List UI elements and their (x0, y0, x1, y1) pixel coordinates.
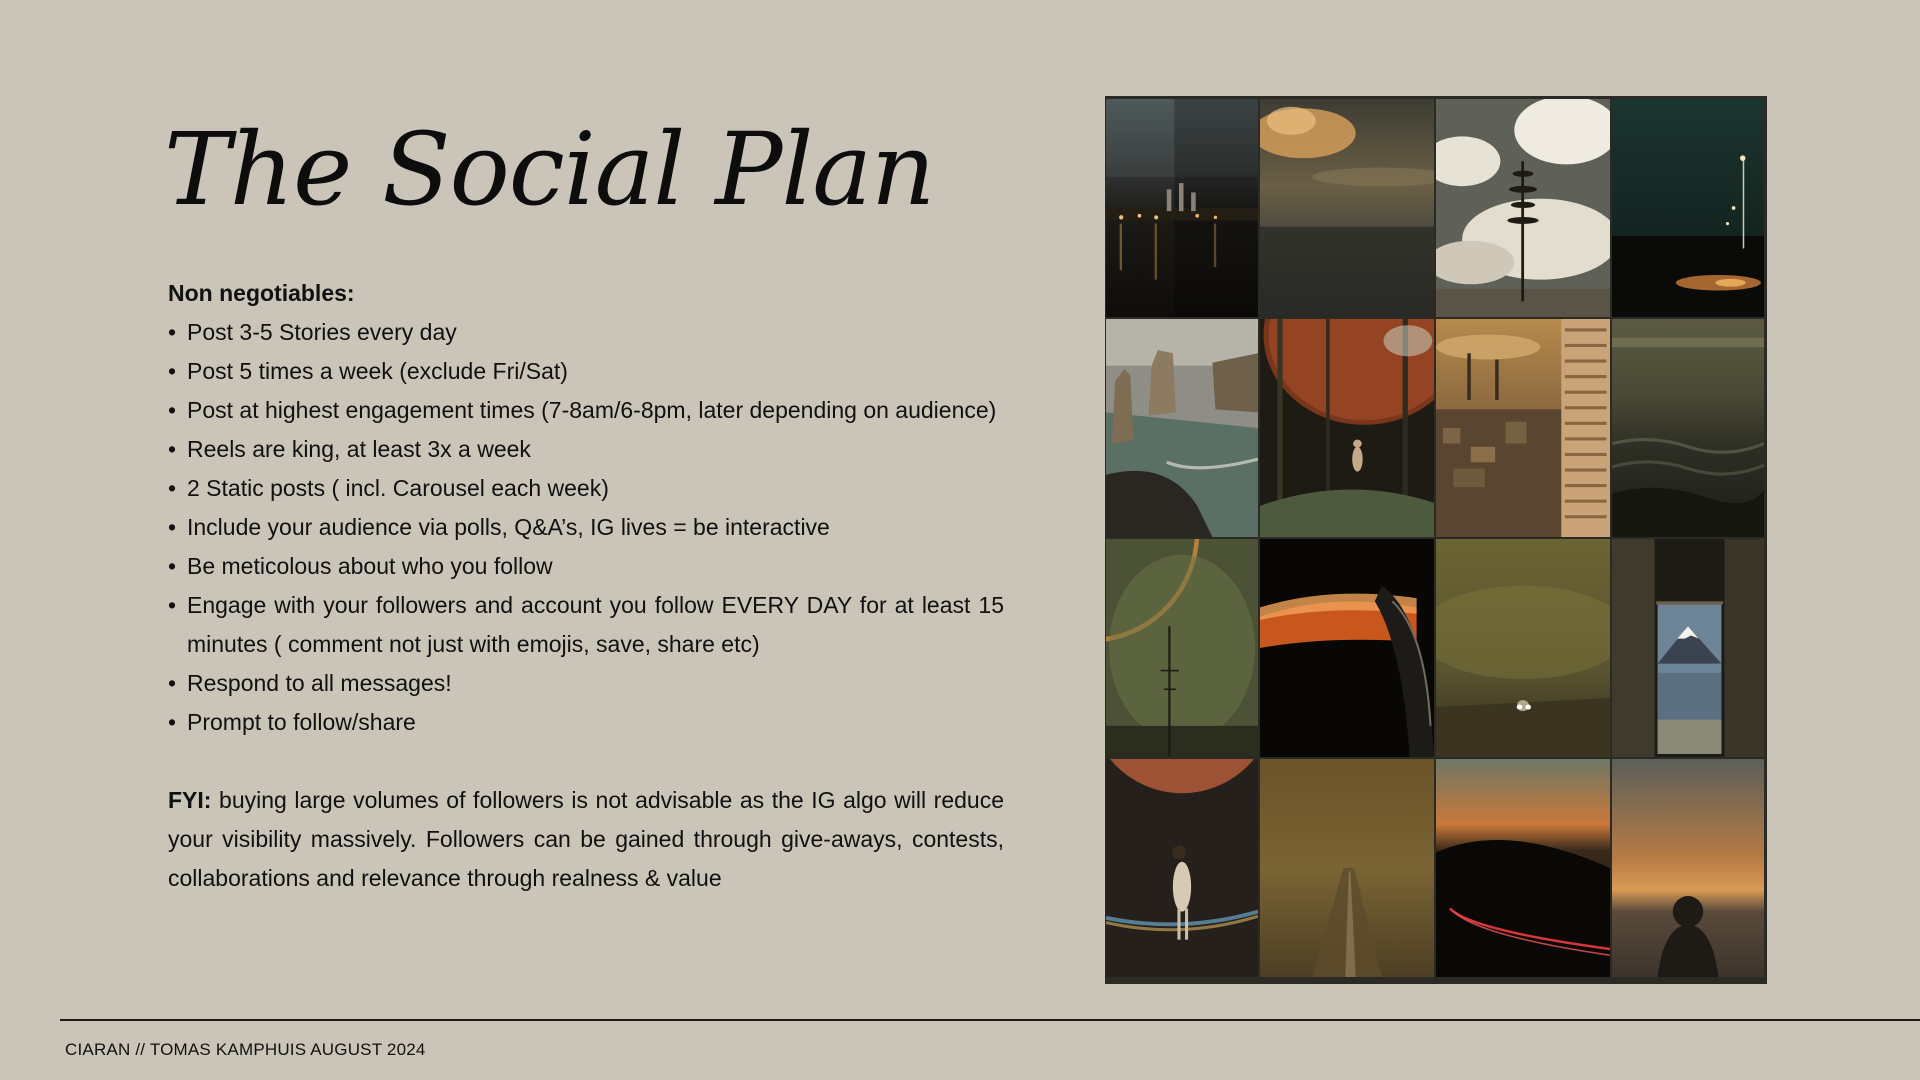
footer-divider (60, 1019, 1920, 1021)
section-heading: Non negotiables: (168, 280, 355, 306)
rule-text: Post 5 times a week (exclude Fri/Sat) (187, 358, 568, 384)
bullet: • (168, 319, 177, 345)
silhouette-at-sunset-photo (1612, 759, 1764, 977)
rule-text: Include your audience via polls, Q&A’s, IG lives = be interactive (187, 514, 830, 540)
rule-text: Reels are king, at least 3x a week (187, 436, 531, 462)
list-item (168, 508, 1004, 547)
list-item (168, 430, 1004, 469)
forest-figure-red-moon-photo (1260, 319, 1434, 537)
foggy-road-headlights-photo (1436, 539, 1610, 757)
industrial-city-smokestacks-photo (1436, 319, 1610, 537)
bullet: • (168, 670, 177, 696)
night-harbour-lights-photo (1106, 99, 1258, 317)
dark-ocean-waves-photo (1612, 319, 1764, 537)
bullet: • (168, 358, 177, 384)
list-item (168, 391, 1004, 430)
sunset-clouds-over-sea-photo (1260, 99, 1434, 317)
rule-text: Prompt to follow/share (187, 709, 416, 735)
bullet: • (168, 397, 177, 423)
list-item (168, 352, 1004, 391)
rule-text: Post 3-5 Stories every day (187, 319, 457, 345)
rule-text: Be meticolous about who you follow (187, 553, 553, 579)
fyi-note (168, 781, 1004, 898)
mood-board-collage (1105, 96, 1767, 984)
misty-desert-road-photo (1260, 759, 1434, 977)
night-pier-lamps-photo (1612, 99, 1764, 317)
bullet: • (168, 709, 177, 735)
lone-tree-under-clouds-photo (1436, 99, 1610, 317)
list-item (168, 586, 1004, 664)
plan-content (168, 274, 1004, 898)
rule-text: 2 Static posts ( incl. Carousel each week) (187, 475, 609, 501)
list-item (168, 664, 1004, 703)
mount-fuji-window-view-photo (1612, 539, 1764, 757)
car-window-orange-light-photo (1260, 539, 1434, 757)
girl-red-moon-photo (1106, 759, 1258, 977)
fyi-text: buying large volumes of followers is not advisable as the IG algo will reduce your visibility massively. Followers can be gained through give-aways, contests, collaborations and relevance through realness & value (168, 787, 1004, 891)
list-item (168, 547, 1004, 586)
list-item (168, 313, 1004, 352)
rule-text: Post at highest engagement times (7-8am/6-8pm, later depending on audience) (187, 397, 997, 423)
rules-list (168, 313, 1004, 742)
night-road-light-trails-photo (1436, 759, 1610, 977)
list-item (168, 703, 1004, 742)
fyi-label: FYI: (168, 787, 212, 813)
bullet: • (168, 475, 177, 501)
list-item (168, 469, 1004, 508)
bullet: • (168, 592, 177, 618)
green-haze-antenna-photo (1106, 539, 1258, 757)
bullet: • (168, 514, 177, 540)
rule-text: Respond to all messages! (187, 670, 452, 696)
footer-credit: CIARAN // TOMAS KAMPHUIS AUGUST 2024 (65, 1040, 426, 1059)
coastal-rock-stacks-photo (1106, 319, 1258, 537)
bullet: • (168, 436, 177, 462)
bullet: • (168, 553, 177, 579)
rule-text: Engage with your followers and account you follow EVERY DAY for at least 15 minutes ( comment not just with emojis, save, share etc) (187, 592, 1004, 657)
page-title: The Social Plan (164, 111, 935, 228)
